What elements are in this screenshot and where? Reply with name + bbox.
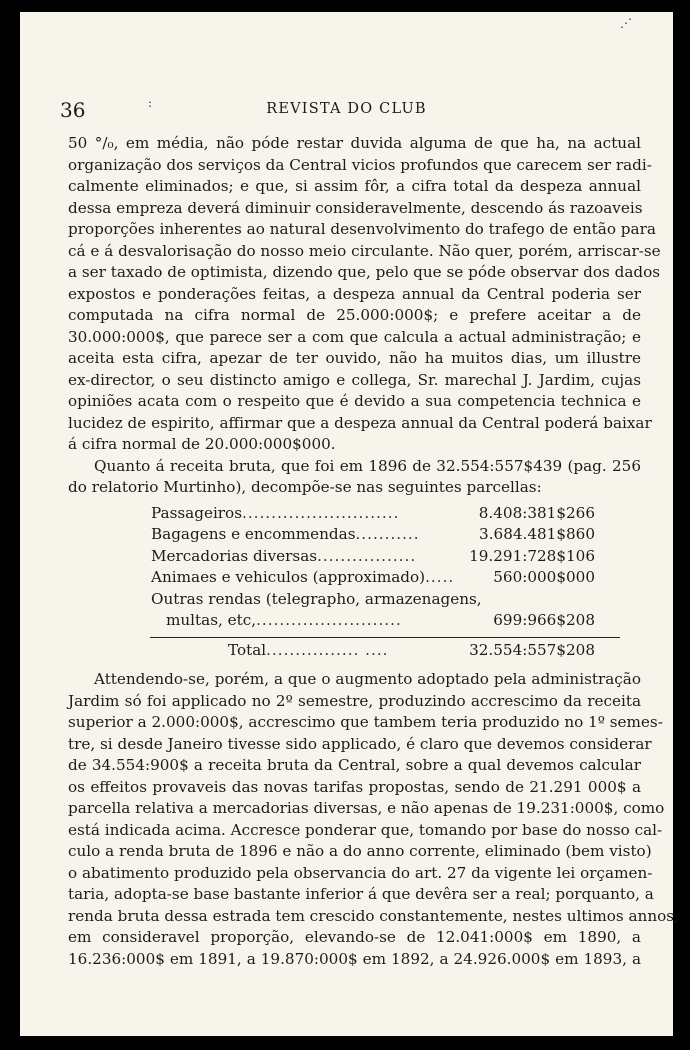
text-line: dessa empreza deverá diminuir consideravelmente, descendo ás razoaveis: [68, 198, 643, 217]
row-label: Animaes e vehiculos (approximado).....: [151, 568, 455, 586]
row-value: 560:000$000: [493, 568, 595, 586]
table-row: [68, 589, 641, 611]
row-label: Passageiros...........................: [151, 503, 400, 522]
text-line: Quanto á receita bruta, que foi em 1896 de 32.554:557$439 (pag. 256: [94, 456, 641, 475]
text-line: taria, adopta-se base bastante inferior á que devêra ser a real; porquanto, a: [68, 885, 654, 903]
print-speck: ⋰: [620, 16, 632, 30]
row-value: 19.291:728$106: [469, 546, 595, 565]
running-title: REVISTA DO CLUB: [266, 101, 427, 117]
text-line: do relatorio Murtinho), decompõe-se nas seguintes parcellas:: [68, 478, 542, 496]
row-label: Outras rendas (telegrapho, armazenagens,: [151, 589, 482, 608]
row-label: multas, etc,.........................: [166, 611, 402, 629]
text-line: opiniões acata com o respeito que é devido a sua competencia technica e: [68, 392, 641, 410]
row-value: 8.408:381$266: [478, 503, 595, 522]
page-body: [68, 133, 679, 970]
text-line: computada na cifra normal de 25.000:000$; e prefere aceitar a de: [68, 306, 641, 324]
text-line: o abatimento produzido pela observancia do art. 27 da vigente lei orçamen-: [68, 863, 653, 882]
row-label: Mercadorias diversas.................: [151, 546, 417, 565]
text-line: cá e á desvalorisação do nosso meio circulante. Não quer, porém, arriscar-se: [68, 241, 661, 260]
paragraph-1: [68, 133, 661, 456]
text-line: 16.236:000$ em 1891, a 19.870:000$ em 1892, a 24.926.000$ em 1893, a: [68, 949, 641, 968]
page-header: [20, 82, 673, 122]
table-row: [68, 524, 641, 546]
table-row: [68, 503, 641, 525]
row-value: 699:966$208: [493, 611, 595, 629]
total-label: Total................ ....: [228, 640, 389, 659]
table-row: [68, 546, 641, 568]
table-total-row: [68, 640, 641, 662]
table-row: [68, 610, 641, 632]
revenue-table: [68, 503, 641, 662]
text-line: lucidez de espirito, affirmar que a despeza annual da Central poderá baixar: [68, 413, 652, 432]
text-line: proporções inherentes ao natural desenvolvimento do trafego de então para: [68, 220, 656, 238]
print-speck: :: [148, 96, 153, 110]
row-value: 3.684.481$860: [479, 525, 595, 543]
total-rule: [150, 637, 620, 638]
text-line: calmente eliminados; e que, si assim fôr, a cifra total da despeza annual: [68, 177, 641, 195]
text-line: organização dos serviços da Central vicios profundos que carecem ser radi-: [68, 155, 652, 174]
total-value: 32.554:557$208: [469, 640, 595, 659]
text-line: ex-director, o seu distincto amigo e collega, Sr. marechal J. Jardim, cujas: [68, 370, 641, 389]
page-number: 36: [60, 98, 86, 122]
text-line: em consideravel proporção, elevando-se de 12.041:000$ em 1890, a: [68, 928, 641, 946]
paragraph-2: [68, 456, 641, 499]
text-line: 50 °/₀, em média, não póde restar duvida alguma de que ha, na actual: [68, 134, 641, 152]
text-line: parcella relativa a mercadorias diversas, e não apenas de 19.231:000$, como: [68, 799, 665, 817]
text-line: 30.000:000$, que parece ser a com que calcula a actual administração; e: [68, 327, 641, 346]
text-line: tre, si desde Janeiro tivesse sido applicado, é claro que devemos considerar: [68, 734, 652, 753]
text-line: á cifra normal de 20.000:000$000.: [68, 435, 336, 453]
table-row: [68, 567, 641, 589]
document-page: [20, 12, 679, 1036]
row-label: Bagagens e encommendas...........: [151, 525, 420, 543]
text-line: expostos e ponderações feitas, a despeza annual da Central poderia ser: [68, 284, 641, 303]
text-line: de 34.554:900$ a receita bruta da Central, sobre a qual devemos calcular: [68, 756, 641, 774]
text-line: renda bruta dessa estrada tem crescido constantemente, nestes ultimos annos,: [68, 906, 679, 925]
paragraph-3: [68, 669, 679, 970]
text-line: Jardim só foi applicado no 2º semestre, produzindo accrescimo da receita: [68, 691, 641, 710]
text-line: os effeitos provaveis das novas tarifas propostas, sendo de 21.291 000$ a: [68, 777, 641, 796]
text-line: aceita esta cifra, apezar de ter ouvido, não ha muitos dias, um illustre: [68, 349, 641, 367]
text-line: superior a 2.000:000$, accrescimo que tambem teria produzido no 1º semes-: [68, 713, 663, 731]
text-line: está indicada acima. Accresce ponderar que, tomando por base do nosso cal-: [68, 820, 663, 839]
text-line: a ser taxado de optimista, dizendo que, pelo que se póde observar dos dados: [68, 263, 661, 281]
text-line: culo a renda bruta de 1896 e não a do anno corrente, eliminado (bem visto): [68, 842, 652, 860]
text-line: Attendendo-se, porém, a que o augmento adoptado pela administração: [94, 670, 641, 688]
